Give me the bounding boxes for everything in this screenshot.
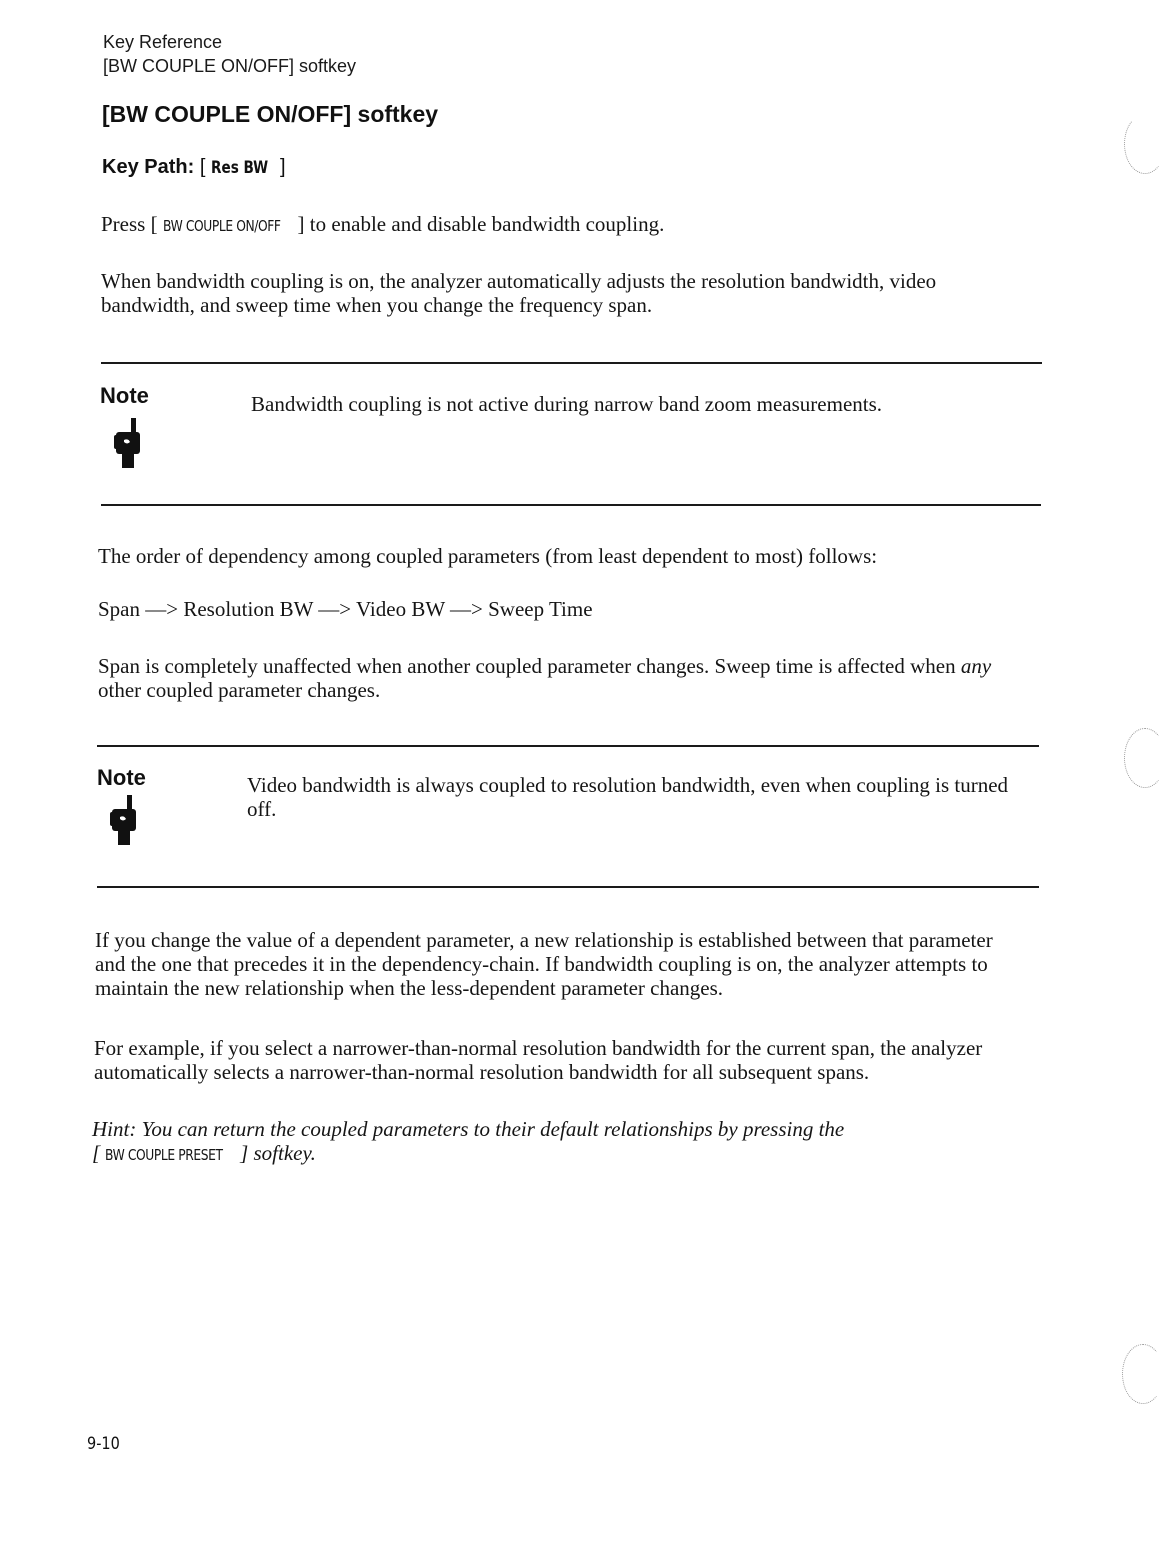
punch-hole: [1124, 728, 1166, 788]
divider: [97, 886, 1039, 888]
key-path: [102, 156, 286, 179]
divider: [97, 745, 1039, 747]
divider: [101, 362, 1042, 364]
order-intro-paragraph: The order of dependency among coupled parameters (from least dependent to most) follows:: [98, 544, 878, 568]
note-label: Note: [100, 383, 149, 408]
note-text: Bandwidth coupling is not active during narrow band zoom measurements.: [251, 392, 883, 416]
hint-text: Hint: You can return the coupled parameters to their default relationships by pressing the: [92, 1117, 845, 1141]
hint-suffix: softkey.: [253, 1141, 316, 1165]
page-title: [BW COUPLE ON/OFF] softkey: [102, 101, 439, 127]
running-head-section: Key Reference: [103, 32, 223, 52]
coupling-on-paragraph: When bandwidth coupling is on, the analyzer automatically adjusts the resolution bandwidth, video bandwidth, and sweep time when you change the frequency span.: [101, 269, 937, 317]
press-suffix: to enable and disable bandwidth coupling.: [309, 212, 665, 236]
text-segment: Span is completely unaffected when another coupled parameter changes. Sweep time is affected when: [98, 654, 961, 678]
note-text: Video bandwidth is always coupled to resolution bandwidth, even when coupling is turned off.: [247, 773, 1009, 821]
running-head-topic: [BW COUPLE ON/OFF] softkey: [103, 56, 357, 76]
press-paragraph: Press [ BW COUPLE ON/OFF ] to enable and disable bandwidth coupling.: [101, 212, 665, 236]
dependency-chain: Span —> Resolution BW —> Video BW —> Sweep Time: [98, 597, 593, 621]
text-segment: other coupled parameter changes.: [98, 678, 381, 702]
page-number: 9-10: [87, 1434, 120, 1454]
punch-hole: [1122, 1344, 1164, 1404]
punch-hole: [1124, 114, 1166, 174]
key-path-label: Key Path:: [102, 156, 195, 178]
press-prefix: Press: [101, 212, 146, 236]
softkey-label: BW COUPLE ON/OFF: [162, 217, 281, 235]
softkey-label: BW COUPLE PRESET: [105, 1146, 224, 1164]
span-unaffected-paragraph: [98, 654, 1018, 702]
note-label: Note: [97, 765, 146, 790]
pointing-hand-icon: [112, 418, 146, 468]
key-path-key: Res BW: [210, 158, 269, 178]
divider: [101, 504, 1041, 506]
pointing-hand-icon: [108, 795, 142, 845]
running-head: [103, 30, 356, 78]
key-bracket-close: ]: [279, 156, 286, 178]
key-bracket-open: [: [199, 156, 206, 178]
example-paragraph: For example, if you select a narrower-than-normal resolution bandwidth for the current span, the analyzer automatically selects a narrower-than-normal resolution bandwidth for all subsequent spans.: [94, 1036, 983, 1084]
hint: Hint: You can return the coupled parameters to their default relationships by pressing the [ BW COUPLE PRESET ] softkey.: [92, 1117, 992, 1167]
dependent-change-paragraph: If you change the value of a dependent parameter, a new relationship is established between that parameter and the one that precedes it in the dependency-chain. If bandwidth coupling is on, the analyzer attempts to maintain the new relationship when the less-dependent parameter changes.: [95, 928, 993, 1000]
emphasis: any: [960, 654, 992, 678]
